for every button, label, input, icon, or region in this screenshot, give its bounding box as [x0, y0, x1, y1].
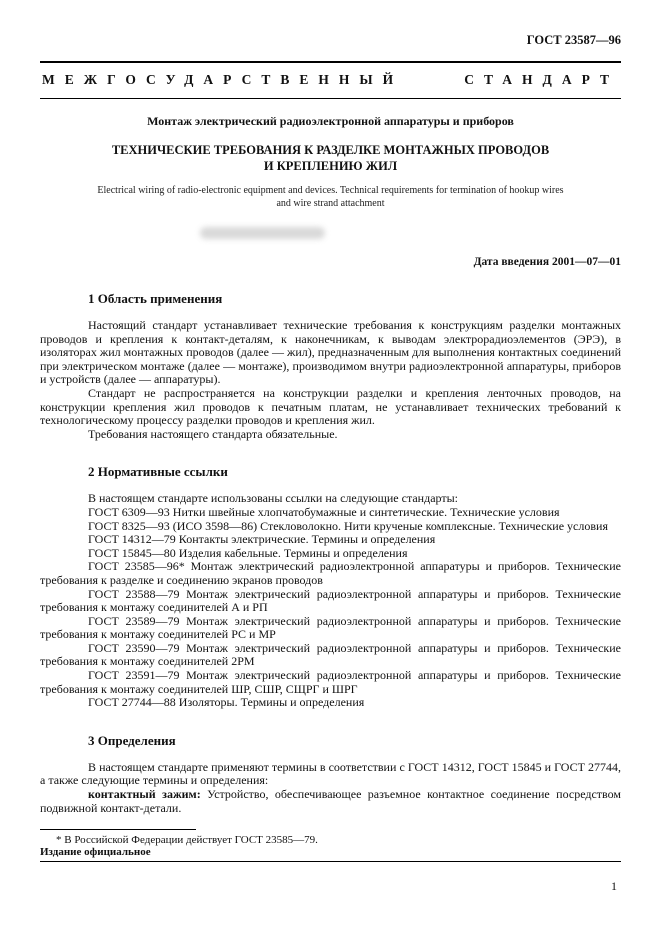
footer-rule	[40, 861, 621, 862]
section-1-paragraph: Требования настоящего стандарта обязательные.	[88, 426, 338, 441]
subject-title-en-line-1: Electrical wiring of radio-electronic equipment and devices. Technical requirements for termination of hookup wires	[97, 185, 564, 196]
reference-item: ГОСТ 23585—96* Монтаж электрический радиоэлектронной аппаратуры и приборов. Технические требования к разделке и соединению экранов проводов	[40, 559, 621, 587]
main-title-line-1: ТЕХНИЧЕСКИЕ ТРЕБОВАНИЯ К РАЗДЕЛКЕ МОНТАЖНЫХ ПРОВОДОВ	[111, 143, 550, 157]
term-definition-text: Устройство, обеспечивающее разъемное контактное соединение посредством подвижной контакт-детали.	[40, 787, 621, 815]
reference-item: ГОСТ 23589—79 Монтаж электрический радиоэлектронной аппаратуры и приборов. Технические требования к монтажу соединителей РС и МР	[40, 613, 621, 642]
banner-word-1: МЕЖГОСУДАРСТВЕННЫЙ	[42, 72, 404, 87]
reference-item: ГОСТ 8325—93 (ИСО 3598—86) Стекловолокно. Нити крученые комплексные. Технические условия	[88, 518, 608, 533]
reference-item: ГОСТ 23591—79 Монтаж электрический радиоэлектронной аппаратуры и приборов. Технические требования к монтажу соединителей ШР, СШР, СЩРГ и ШРГ	[40, 668, 621, 696]
section-3-heading: 3 Определения	[88, 732, 176, 748]
section-2-intro: В настоящем стандарте использованы ссылки на следующие стандарты:	[88, 491, 459, 506]
standard-type-banner	[40, 63, 621, 98]
section-1-heading: 1 Область применения	[88, 291, 223, 306]
reference-item: ГОСТ 27744—88 Изоляторы. Термины и определения	[88, 695, 365, 710]
footnote-block	[40, 829, 621, 847]
page-number: 1	[611, 879, 617, 893]
term-definition	[40, 788, 621, 815]
subject-title-ru: Монтаж электрический радиоэлектронной аппаратуры и приборов	[147, 114, 514, 128]
main-title	[40, 142, 621, 174]
reference-item: ГОСТ 23590—79 Монтаж электрический радиоэлектронной аппаратуры и приборов. Технические требования к монтажу соединителей 2РМ	[40, 640, 621, 669]
effective-date: Дата введения 2001—07—01	[473, 256, 621, 268]
footer	[40, 846, 621, 862]
subject-title-en-line-2: and wire strand attachment	[276, 197, 385, 209]
header-rule-bottom	[40, 98, 621, 99]
reference-item: ГОСТ 6309—93 Нитки швейные хлопчатобумажные и синтетические. Технические условия	[88, 504, 560, 519]
subject-title-en	[40, 185, 621, 210]
reference-item: ГОСТ 23588—79 Монтаж электрический радиоэлектронной аппаратуры и приборов. Технические требования к монтажу соединителей А и РП	[40, 586, 621, 615]
main-title-line-2: И КРЕПЛЕНИЮ ЖИЛ	[263, 159, 398, 173]
section-3-paragraph: В настоящем стандарте применяют термины в соответствии с ГОСТ 14312, ГОСТ 15845 и ГОСТ 27744, а также следующие термины и определения:	[40, 759, 621, 788]
doc-number: ГОСТ 23587—96	[526, 33, 621, 47]
section-1-paragraph: Настоящий стандарт устанавливает технические требования к конструкциям разделки монтажных проводов и крепления к контакт-деталям, к наконечникам, к выводам электрорадиоэлементов (ЭРЭ), в изоляторах жил монтажных проводов (далее — жил), предназначенным для выполнения контактных соединений при электрическом монтаже (далее — монтаже), производимом внутри радиоэлектронной аппаратуры, приборов и устройств (далее — аппаратуры).	[40, 318, 621, 387]
term: контактный зажим:	[88, 787, 201, 802]
banner-word-2: СТАНДАРТ	[464, 72, 619, 87]
footnote-text: * В Российской Федерации действует ГОСТ 23585—79.	[56, 834, 318, 847]
section-2-heading: 2 Нормативные ссылки	[88, 464, 228, 480]
reference-item: ГОСТ 15845—80 Изделия кабельные. Термины и определения	[88, 545, 408, 560]
section-1-paragraph: Стандарт не распространяется на конструкции разделки и крепления ленточных проводов, на конструкции крепления жил проводов к печатным платам, не устанавливает технических требований к технологическому процессу разделки проводов и крепления жил.	[40, 385, 621, 428]
reference-item: ГОСТ 14312—79 Контакты электрические. Термины и определения	[88, 532, 436, 547]
footnote-rule	[40, 829, 196, 830]
erased-mark	[200, 227, 325, 239]
edition-note: Издание официальное	[40, 846, 151, 858]
